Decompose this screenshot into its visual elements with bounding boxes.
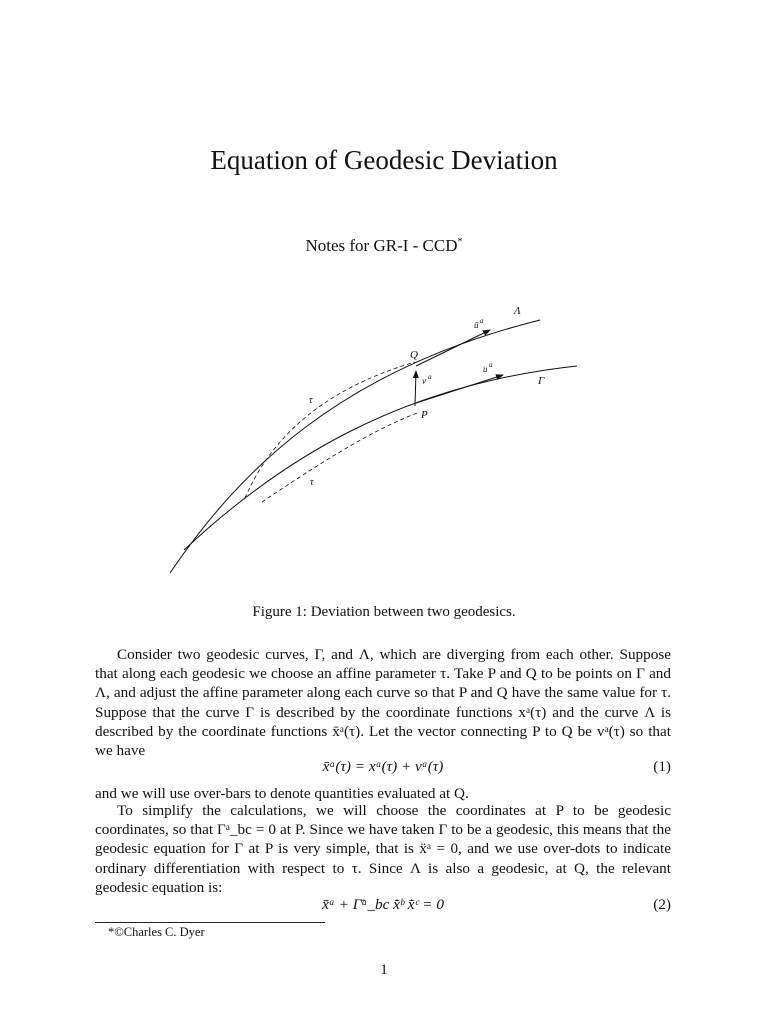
paragraph-3: To simplify the calculations, we will choose the coordinates at P to be geodesic coordinates, so that Γᵃ_bc = 0 at P. Since we have taken Γ to be a geodesic, this means that the geodesic equation for Γ at P is very simple, that is ẍᵃ = 0, and we use over-dots to indicate ordinary differentiation with respect to τ. Since Λ is also a geodesic, at Q, the relevant geodesic equation is: <box>95 802 671 896</box>
equation-2-number: (2) <box>653 896 671 913</box>
label-v-index: a <box>428 373 432 381</box>
footnote-rule <box>95 922 325 923</box>
dashed-tau-lower <box>262 412 420 502</box>
equation-2 <box>95 896 671 916</box>
dashed-tau-upper <box>245 362 415 498</box>
equation-1-number: (1) <box>653 758 671 775</box>
curve-lambda <box>170 320 540 573</box>
label-lambda: Λ <box>514 305 521 317</box>
label-u-bar: ū <box>474 320 479 330</box>
label-v: v <box>422 376 426 386</box>
label-gamma: Γ <box>538 375 545 387</box>
label-tau-lower: τ <box>310 477 314 488</box>
label-u: u <box>483 364 488 374</box>
label-p: P <box>421 409 428 421</box>
paragraph-2: and we will use over-bars to denote quantities evaluated at Q. <box>95 785 469 802</box>
label-tau-upper: τ <box>309 395 313 406</box>
tangent-u-bar-arrow <box>416 330 490 366</box>
geodesic-deviation-figure <box>170 290 600 590</box>
footnote: *©Charles C. Dyer <box>108 925 205 939</box>
vector-v-arrow <box>415 371 416 406</box>
paragraph-1: Consider two geodesic curves, Γ, and Λ, which are diverging from each other. Suppose that along each geodesic we choose an affine parameter τ. Take P and Q to be points on Γ and Λ, and adjust the affine parameter along each curve so that P and Q have the same value for τ. Suppose that the curve Γ is described by the coordinate functions xᵃ(τ) and the curve Λ is described by the coordinate functions x̄ᵃ(τ). Let the vector connecting P to Q be vᵃ(τ) so that we have <box>95 646 671 760</box>
label-u-bar-index: a <box>480 317 484 325</box>
page-number: 1 <box>380 962 388 978</box>
equation-1 <box>95 758 671 778</box>
label-u-index: a <box>489 361 493 369</box>
footnote-marker: * <box>457 236 463 248</box>
equation-1-expression: x̄ᵃ(τ) = xᵃ(τ) + vᵃ(τ) <box>322 758 444 775</box>
figure-caption: Figure 1: Deviation between two geodesics. <box>252 604 516 620</box>
equation-2-expression: x̄̈ᵃ + Γ̄ᵃ_bc x̄̇ᵇ x̄̇ᶜ = 0 <box>322 896 444 913</box>
subtitle <box>0 236 768 256</box>
curve-gamma <box>184 366 577 550</box>
page-title: Equation of Geodesic Deviation <box>210 145 558 175</box>
subtitle-text: Notes for GR-I - CCD <box>305 236 458 255</box>
label-q: Q <box>410 349 418 361</box>
